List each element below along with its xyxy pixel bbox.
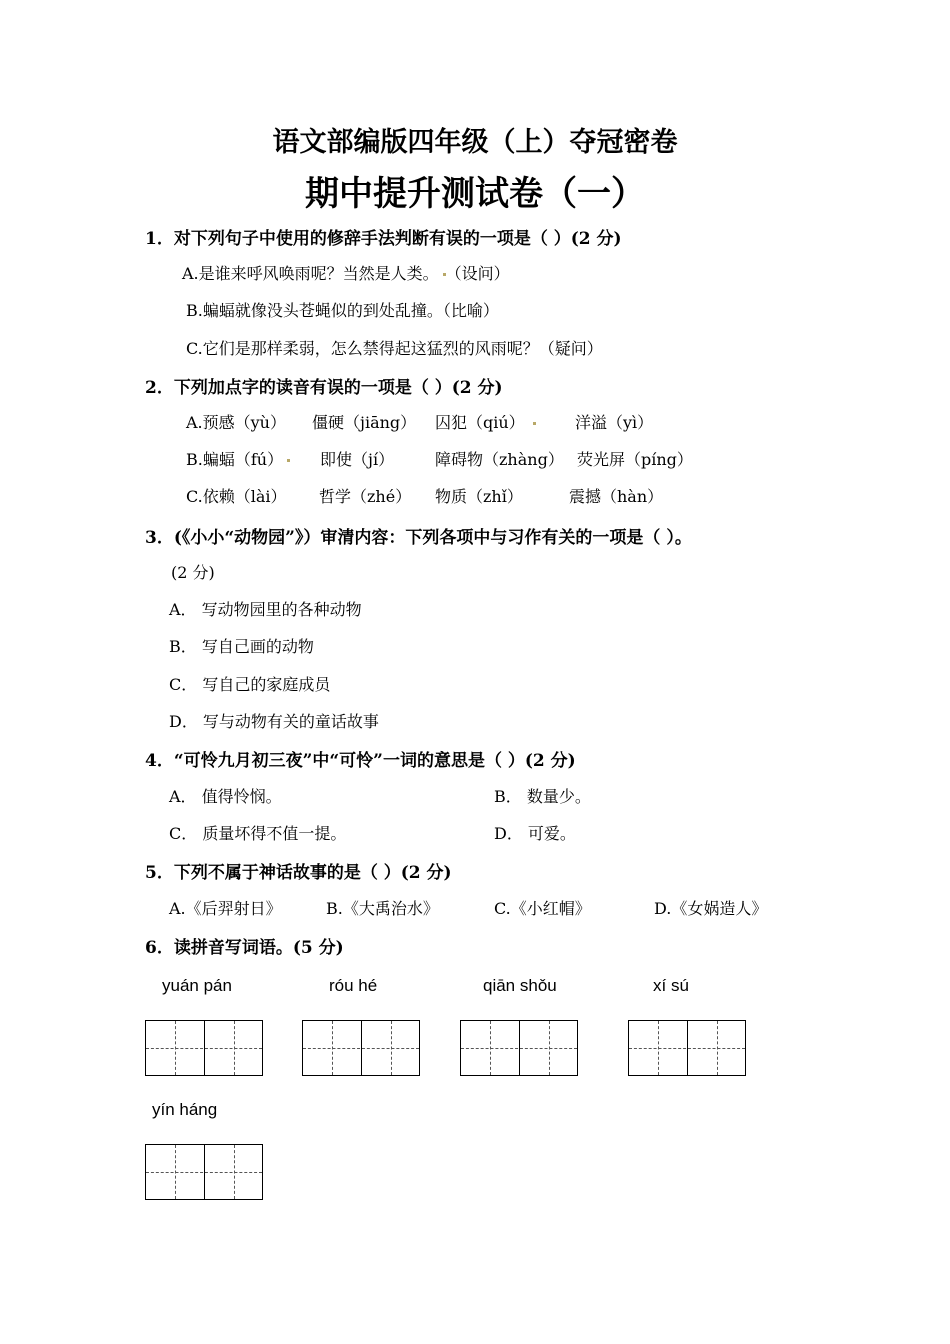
question-1-option-a-tag: （设问） (445, 264, 510, 283)
stray-dot (287, 459, 290, 462)
question-4-option-b: B． 数量少。 (494, 787, 591, 806)
question-6-stem: 6．读拼音写词语。(5 分) (145, 938, 344, 958)
question-4-option-d: D． 可爱。 (494, 824, 576, 843)
question-5-option-c: C.《小红帽》 (494, 899, 591, 918)
question-1-option-b: B.蝙蝠就像没头苍蝇似的到处乱撞。（比喻） (186, 301, 499, 320)
question-5-option-b: B.《大禹治水》 (326, 899, 439, 918)
pinyin-prompt: yuán pán (162, 976, 232, 995)
question-1-option-a-text: A.是谁来呼风唤雨呢？当然是人类。 (182, 264, 439, 283)
writing-grid[interactable] (145, 1020, 263, 1076)
question-2-item: C.依赖（lài） (186, 487, 287, 506)
question-2-item: 洋溢（yì） (575, 413, 654, 432)
question-3-option: C． 写自己的家庭成员 (169, 675, 331, 694)
exam-title: 期中提升测试卷（一） (305, 174, 645, 214)
question-2-item: 物质（zhǐ） (435, 487, 523, 506)
stray-dot (533, 422, 536, 425)
question-4-stem: 4．“可怜九月初三夜”中“可怜”一词的意思是（ ）(2 分) (145, 751, 576, 771)
question-2-item-text: B.蝙蝠（fú） (186, 450, 284, 469)
question-3-option: A． 写动物园里的各种动物 (169, 600, 362, 619)
question-4-option-c: C． 质量坏得不值一提。 (169, 824, 347, 843)
pinyin-prompt: yín háng (152, 1100, 218, 1119)
question-5-option-d: D.《女娲造人》 (654, 899, 768, 918)
question-3-option: D． 写与动物有关的童话故事 (169, 712, 379, 731)
question-3-score: (2 分) (171, 563, 215, 582)
question-5-option-a: A.《后羿射日》 (169, 899, 282, 918)
question-3-stem: 3．(《小小“动物园”》）审清内容：下列各项中与习作有关的一项是（ ）。 (145, 528, 692, 548)
pinyin-prompt: qiān shǒu (483, 976, 557, 995)
question-2-item: 荧光屏（píng） (577, 450, 693, 469)
question-5-stem: 5．下列不属于神话故事的是（ ）(2 分) (145, 863, 452, 883)
question-2-item: 哲学（zhé） (319, 487, 412, 506)
question-2-item: 僵硬（jiāng） (312, 413, 417, 432)
question-2-item-text: 囚犯（qiú） (435, 413, 525, 432)
question-1-stem: 1．对下列句子中使用的修辞手法判断有误的一项是（ ）(2 分) (145, 229, 622, 249)
writing-grid[interactable] (628, 1020, 746, 1076)
writing-grid[interactable] (460, 1020, 578, 1076)
question-2-item (186, 447, 290, 470)
question-4-option-a: A． 值得怜悯。 (169, 787, 282, 806)
question-3-option: B． 写自己画的动物 (169, 637, 314, 656)
question-2-item: 障碍物（zhàng） (435, 450, 564, 469)
writing-grid[interactable] (145, 1144, 263, 1200)
pinyin-prompt: xí sú (653, 976, 689, 995)
question-2-item (435, 410, 536, 433)
question-2-item: 即使（jí） (320, 450, 395, 469)
question-2-item: A.预感（yù） (186, 413, 286, 432)
pinyin-prompt: róu hé (329, 976, 378, 995)
exam-series-title: 语文部编版四年级（上）夺冠密卷 (272, 127, 678, 158)
question-2-item: 震撼（hàn） (569, 487, 664, 506)
question-1-option-c: C.它们是那样柔弱，怎么禁得起这猛烈的风雨呢？（疑问） (186, 339, 603, 358)
question-2-stem: 2．下列加点字的读音有误的一项是（ ）(2 分) (145, 378, 503, 398)
writing-grid[interactable] (302, 1020, 420, 1076)
question-1-option-a (182, 261, 510, 284)
